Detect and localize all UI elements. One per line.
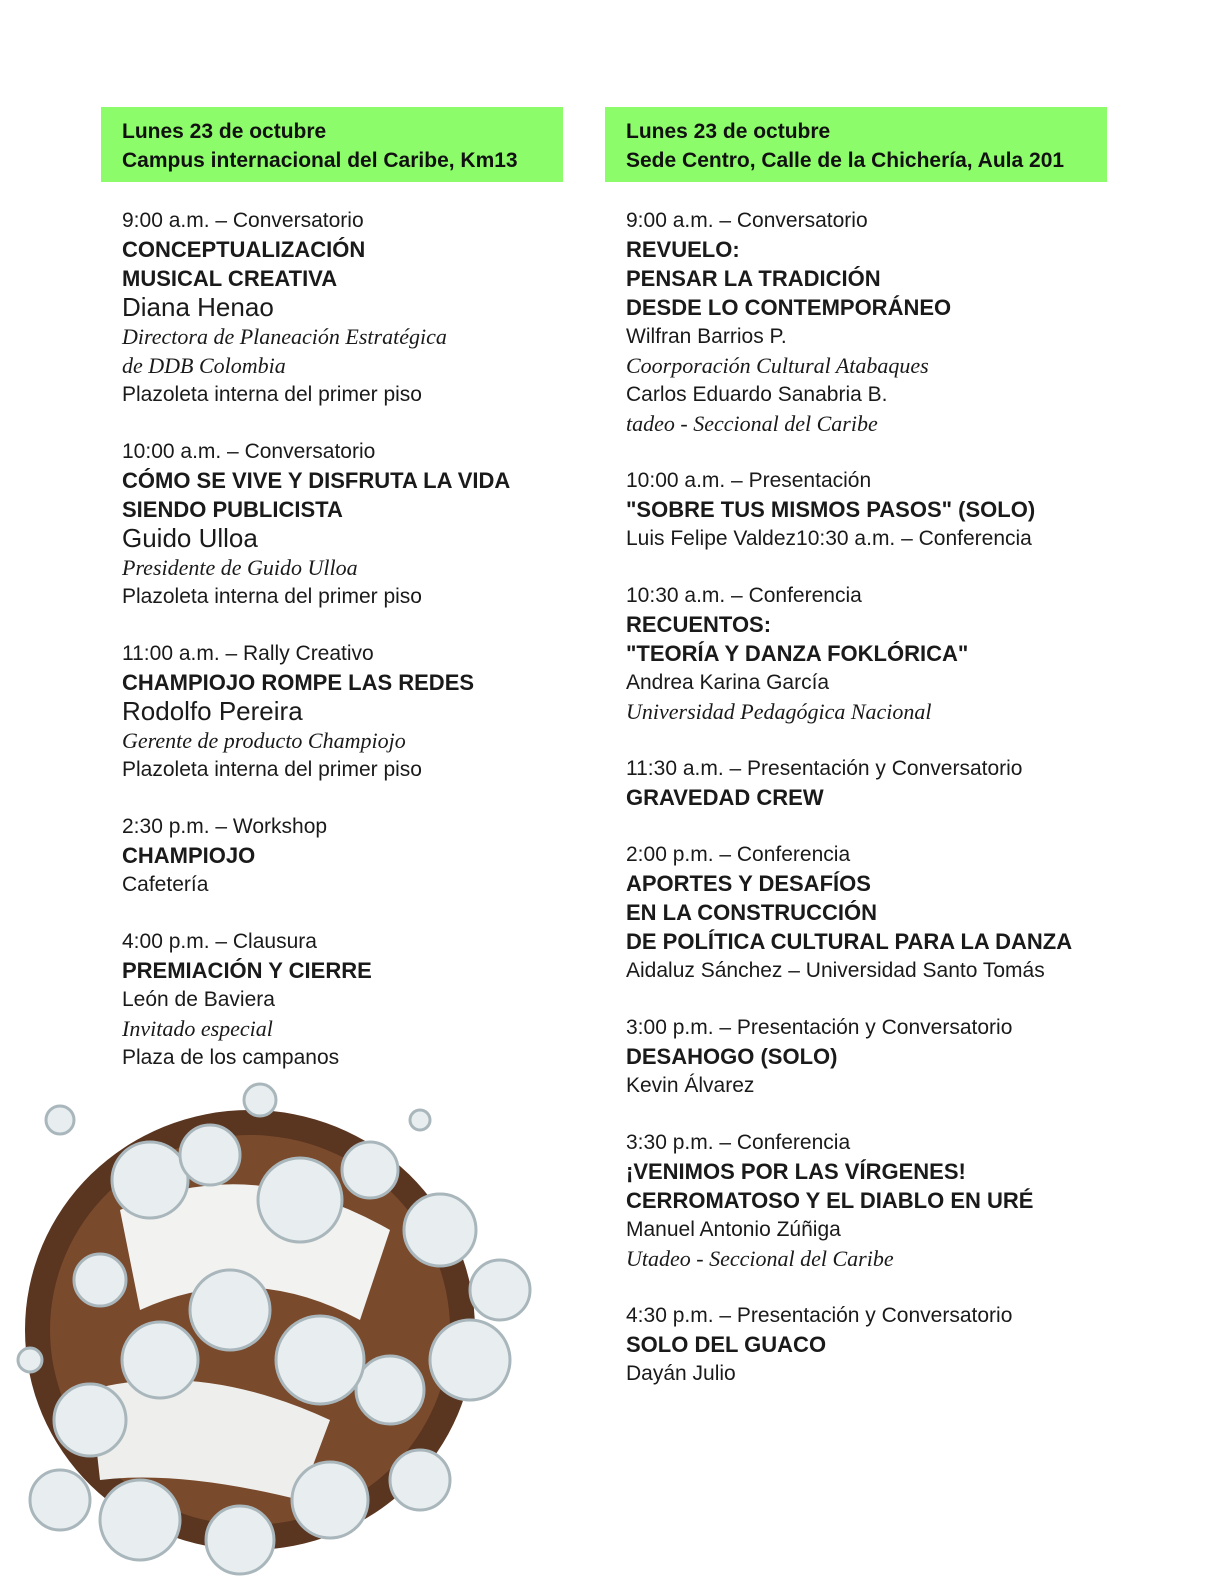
event-item xyxy=(626,466,1107,553)
event-title: GRAVEDAD CREW xyxy=(626,785,824,810)
event-speaker-role: Invitado especial xyxy=(122,1016,273,1041)
event-title: RECUENTOS: xyxy=(626,612,772,637)
event-time: 11:00 a.m. – Rally Creativo xyxy=(122,642,374,665)
event-time: 11:30 a.m. – Presentación y Conversatorio xyxy=(626,757,1023,780)
event-speaker: Andrea Karina García xyxy=(626,671,830,694)
left-column xyxy=(101,107,563,1100)
event-item xyxy=(626,581,1107,726)
event-item xyxy=(626,1301,1107,1388)
event-time: 9:00 a.m. – Conversatorio xyxy=(122,209,364,232)
event-title: PREMIACIÓN Y CIERRE xyxy=(122,958,372,983)
event-speaker-role: Presidente de Guido Ulloa xyxy=(122,555,358,580)
event-title: DE POLÍTICA CULTURAL PARA LA DANZA xyxy=(626,929,1073,954)
event-item xyxy=(122,927,563,1072)
event-speaker: Manuel Antonio Zúñiga xyxy=(626,1218,841,1241)
event-speaker-role: Coorporación Cultural Atabaques xyxy=(626,353,929,378)
right-header-venue: Sede Centro, Calle de la Chichería, Aula 201 xyxy=(626,149,1065,172)
event-time: 2:30 p.m. – Workshop xyxy=(122,815,328,838)
right-column xyxy=(605,107,1107,1416)
event-title: CÓMO SE VIVE Y DISFRUTA LA VIDA xyxy=(122,468,511,493)
event-title: REVUELO: xyxy=(626,237,740,262)
left-schedule-header xyxy=(101,107,563,182)
event-title: DESAHOGO (SOLO) xyxy=(626,1044,838,1069)
event-time: 3:30 p.m. – Conferencia xyxy=(626,1131,851,1154)
event-speaker: Carlos Eduardo Sanabria B. xyxy=(626,383,888,406)
event-item xyxy=(626,1013,1107,1100)
event-title: DESDE LO CONTEMPORÁNEO xyxy=(626,295,952,320)
event-item xyxy=(122,812,563,899)
event-time: 4:00 p.m. – Clausura xyxy=(122,930,317,953)
event-place: Plaza de los campanos xyxy=(122,1046,340,1069)
event-item xyxy=(626,206,1107,438)
event-speaker-role: Directora de Planeación Estratégica xyxy=(122,324,447,349)
event-title: "TEORÍA Y DANZA FOKLÓRICA" xyxy=(626,641,969,666)
event-title: EN LA CONSTRUCCIÓN xyxy=(626,900,877,925)
event-title: MUSICAL CREATIVA xyxy=(122,266,338,291)
event-item xyxy=(122,639,563,784)
event-speaker: Wilfran Barrios P. xyxy=(626,325,787,348)
left-event-list xyxy=(101,182,563,1072)
event-place: Plazoleta interna del primer piso xyxy=(122,758,422,781)
event-speaker: Kevin Álvarez xyxy=(626,1074,755,1097)
event-title: SOLO DEL GUACO xyxy=(626,1332,827,1357)
event-speaker: Diana Henao xyxy=(122,292,274,322)
event-item xyxy=(122,437,563,611)
event-speaker: Guido Ulloa xyxy=(122,523,258,553)
event-title: CONCEPTUALIZACIÓN xyxy=(122,237,366,262)
event-speaker-role: de DDB Colombia xyxy=(122,353,286,378)
event-item xyxy=(626,1128,1107,1273)
event-time: 9:00 a.m. – Conversatorio xyxy=(626,209,868,232)
event-title: CHAMPIOJO ROMPE LAS REDES xyxy=(122,670,475,695)
event-speaker: Dayán Julio xyxy=(626,1362,736,1385)
event-title: CERROMATOSO Y EL DIABLO EN URÉ xyxy=(626,1188,1034,1213)
event-speaker: Luis Felipe Valdez10:30 a.m. – Conferencia xyxy=(626,527,1032,550)
event-title: "SOBRE TUS MISMOS PASOS" (SOLO) xyxy=(626,497,1036,522)
event-place: Cafetería xyxy=(122,873,209,896)
event-title: SIENDO PUBLICISTA xyxy=(122,497,343,522)
right-event-list xyxy=(605,182,1107,1388)
coconut-splash-image xyxy=(0,1060,560,1584)
event-speaker-role: Utadeo - Seccional del Caribe xyxy=(626,1246,894,1271)
event-time: 10:00 a.m. – Presentación xyxy=(626,469,872,492)
event-speaker: Rodolfo Pereira xyxy=(122,696,303,726)
event-time: 2:00 p.m. – Conferencia xyxy=(626,843,851,866)
event-time: 10:30 a.m. – Conferencia xyxy=(626,584,862,607)
event-speaker-role: Universidad Pedagógica Nacional xyxy=(626,699,932,724)
event-speaker-role: Gerente de producto Champiojo xyxy=(122,728,406,753)
event-place: Plazoleta interna del primer piso xyxy=(122,383,422,406)
event-title: PENSAR LA TRADICIÓN xyxy=(626,266,881,291)
right-schedule-header xyxy=(605,107,1107,182)
left-header-venue: Campus internacional del Caribe, Km13 xyxy=(122,149,518,172)
event-place: Plazoleta interna del primer piso xyxy=(122,585,422,608)
event-speaker-role: tadeo - Seccional del Caribe xyxy=(626,411,878,436)
event-time: 10:00 a.m. – Conversatorio xyxy=(122,440,376,463)
event-speaker: Aidaluz Sánchez – Universidad Santo Tomás xyxy=(626,959,1045,982)
event-time: 3:00 p.m. – Presentación y Conversatorio xyxy=(626,1016,1013,1039)
event-title: CHAMPIOJO xyxy=(122,843,256,868)
right-header-date: Lunes 23 de octubre xyxy=(626,120,831,143)
event-speaker: León de Baviera xyxy=(122,988,275,1011)
event-item xyxy=(122,206,563,409)
event-title: ¡VENIMOS POR LAS VÍRGENES! xyxy=(626,1159,966,1184)
event-item xyxy=(626,840,1107,985)
left-header-date: Lunes 23 de octubre xyxy=(122,120,327,143)
event-item xyxy=(626,754,1107,812)
event-time: 4:30 p.m. – Presentación y Conversatorio xyxy=(626,1304,1013,1327)
event-title: APORTES Y DESAFÍOS xyxy=(626,871,871,896)
